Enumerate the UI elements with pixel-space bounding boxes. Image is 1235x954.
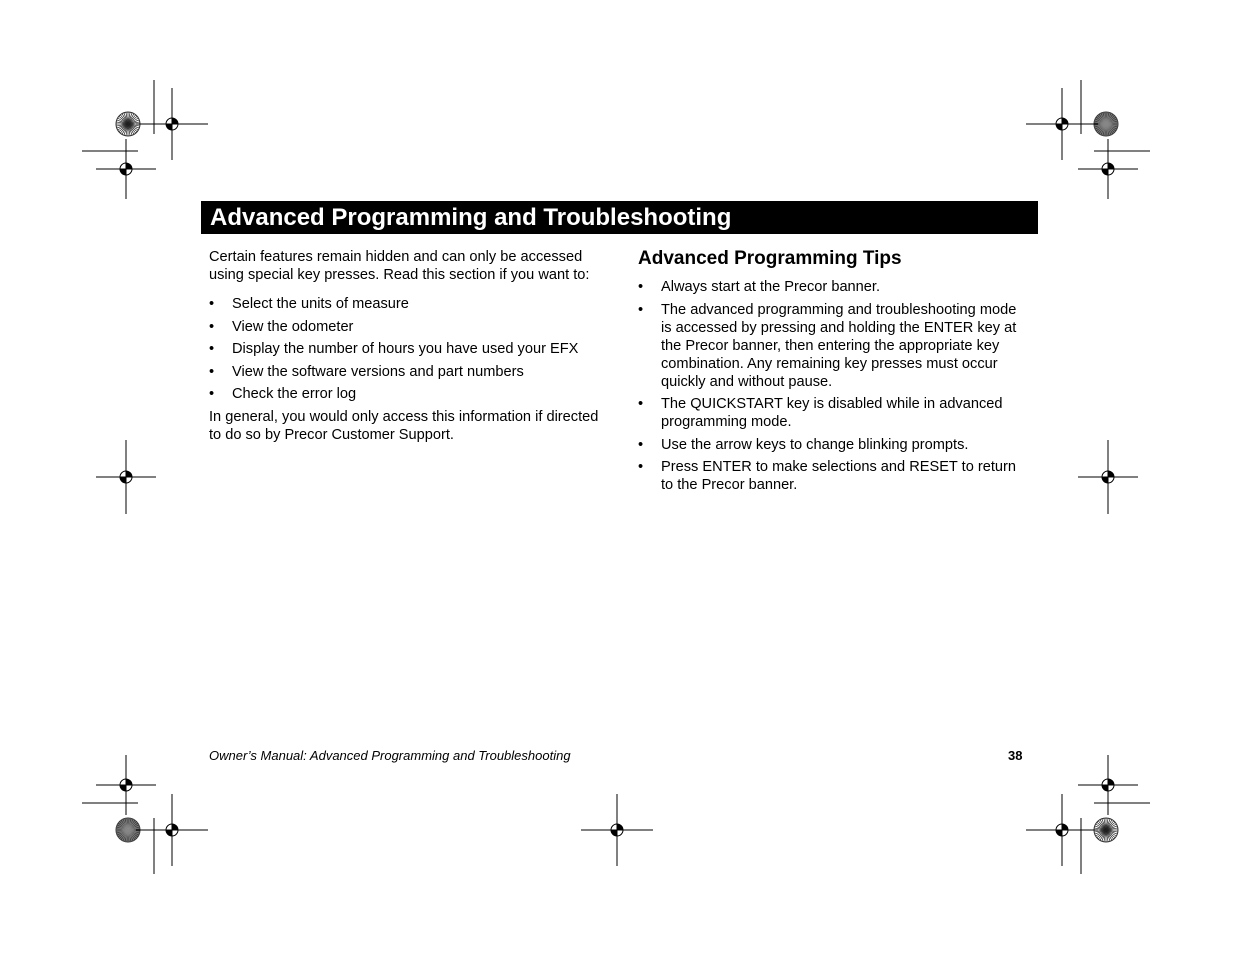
list-item: • The advanced programming and troubleshooting mode is accessed by pressing and holding the ENTER key at the Precor banner, then entering the appropriate key combination. Any remaining key presses must occur quickly and without pause. — [638, 301, 1030, 391]
registration-target-icon — [1078, 755, 1138, 815]
page-number: 38 — [1008, 748, 1023, 763]
registration-target-icon — [96, 139, 156, 199]
list-item: • Always start at the Precor banner. — [638, 278, 1030, 296]
list-item: • Press ENTER to make selections and RESET to return to the Precor banner. — [638, 458, 1030, 494]
registration-target-icon — [1078, 139, 1138, 199]
registration-target-icon — [581, 794, 653, 866]
list-item: • View the software versions and part numbers — [209, 363, 609, 381]
list-item: • Use the arrow keys to change blinking prompts. — [638, 436, 1030, 454]
registration-target-icon — [1026, 794, 1098, 866]
tips-list — [638, 278, 1030, 494]
registration-target-icon — [136, 88, 208, 160]
registration-target-icon — [1026, 88, 1098, 160]
list-item: • Select the units of measure — [209, 295, 609, 313]
feature-list — [209, 295, 609, 403]
tips-heading: Advanced Programming Tips — [638, 248, 902, 269]
list-item: • Check the error log — [209, 385, 609, 403]
registration-target-icon — [136, 794, 208, 866]
registration-target-icon — [96, 755, 156, 815]
intro-paragraph: Certain features remain hidden and can only be accessed using special key presses. Read this section if you want to: — [209, 249, 590, 283]
footer-manual-title: Owner’s Manual: Advanced Programming and Troubleshooting — [209, 748, 571, 763]
section-title: Advanced Programming and Troubleshooting — [210, 204, 732, 231]
list-item: • Display the number of hours you have used your EFX — [209, 340, 609, 358]
list-item: • View the odometer — [209, 318, 609, 336]
right-column — [638, 248, 1030, 499]
left-column — [209, 248, 609, 444]
outro-paragraph: In general, you would only access this information if directed to do so by Precor Customer Support. — [209, 408, 599, 443]
list-item: • The QUICKSTART key is disabled while in advanced programming mode. — [638, 395, 1030, 431]
section-banner — [201, 201, 1038, 234]
